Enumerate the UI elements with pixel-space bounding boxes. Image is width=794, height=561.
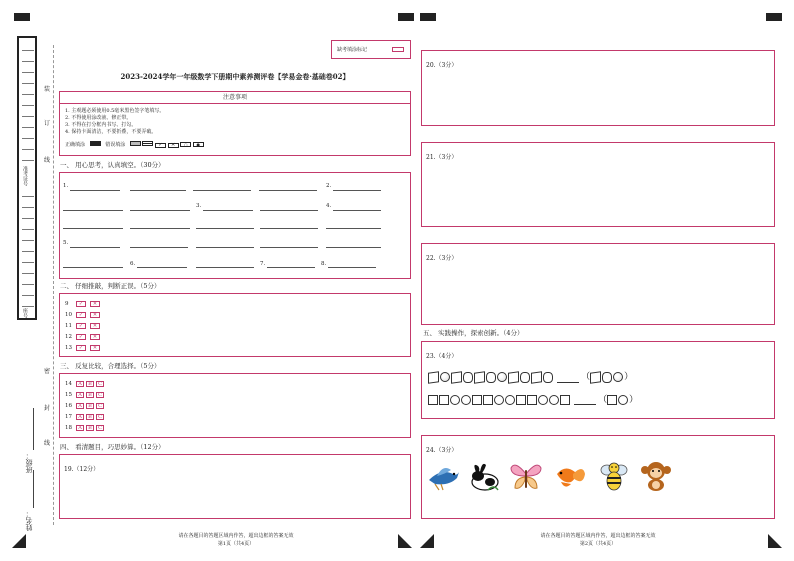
q20-answer-box[interactable] [421,50,775,126]
section-3-title: 三、 反复比较，合理选择。（5分） [60,362,161,370]
notice-item-4: 4. 保持卡面清洁，不要折叠，不要弄破。 [65,129,157,135]
fill-wrong-label: 错误填涂 [105,142,126,148]
square-icon [483,395,493,405]
class-label: 班级： [25,452,33,473]
q2-number: 2. [326,183,332,189]
cube-icon [474,371,485,384]
q7-blank-1[interactable] [267,267,315,268]
choice-17-c[interactable]: C [96,414,104,420]
q5-blank-3[interactable] [196,247,254,248]
binding-char-2: 订 [44,120,51,127]
q4-blank-5[interactable] [260,228,318,229]
corner-triangle-bottom-left [12,534,26,548]
square-icon [439,395,449,405]
choice-16-a[interactable]: A [76,403,84,409]
exam-number-label: 准考证号 [22,166,28,186]
name-label: 姓名： [25,510,33,531]
corner-mark-top-mid-left [398,13,414,21]
fill-wrong-sample-2 [142,141,153,146]
ball-icon [613,372,623,382]
choice-18-b[interactable]: B [86,425,94,431]
fill-wrong-sample-6: ● [193,142,204,147]
cylinder-icon [543,372,553,383]
fill-correct-sample [90,141,101,146]
choice-16-c[interactable]: C [96,403,104,409]
q4-blank-4[interactable] [196,228,254,229]
cube-icon [590,371,601,384]
square-icon [607,395,617,405]
fill-correct-label: 正确填涂 [65,142,86,148]
corner-mark-top-mid-right [420,13,436,21]
notice-item-1: 1. 主观题必须使用0.5毫米黑色签字笔填写。 [65,108,165,114]
q23-label: 23.（4分） [426,353,458,360]
q1-blank-2[interactable] [130,190,186,191]
page1-footer-page: 第1页（共4页） [217,541,255,547]
q22-label: 22.（3分） [426,255,458,262]
cube-icon [451,371,462,384]
cylinder-icon [520,372,530,383]
judge-10-false[interactable]: ✕ [90,312,100,318]
circle-icon [450,395,460,405]
judge-number-11: 11 [65,323,72,329]
square-icon [527,395,537,405]
choice-number-17: 17 [65,414,72,420]
section-4-title: 四、 看清题目，巧思妙算。（12分） [60,443,165,451]
q19-label: 19.（12分） [64,466,100,473]
section-2-answer-box [59,293,411,357]
choice-15-c[interactable]: C [96,392,104,398]
section-1-title: 一、 用心思考，认真填空。（30分） [60,161,165,169]
class-line [33,408,34,450]
fill-wrong-sample-5: ○ [180,142,191,147]
fill-wrong-sample-3: ✓ [155,143,166,148]
judge-9-false[interactable]: ✕ [90,301,100,307]
seal-char-3: 线 [44,440,51,447]
circle-icon [549,395,559,405]
notice-item-2: 2. 不得使用涂改液、修正带。 [65,115,132,121]
judge-13-true[interactable]: ✓ [76,345,86,351]
seal-char-1: 密 [44,368,51,375]
shape-pattern-row-1: （ ） [428,369,633,383]
q6-number: 6. [130,261,136,267]
q6-blank-1[interactable] [137,267,187,268]
pattern-1-blank[interactable] [557,382,579,383]
fill-wrong-sample-1 [130,141,141,146]
choice-17-b[interactable]: B [86,414,94,420]
absent-mark-label: 缺考填涂标记 [337,47,368,53]
q5-number: 5. [63,240,69,246]
q7-number: 7. [260,261,266,267]
exam-number-grid [17,36,37,320]
q1-number: 1. [63,183,69,189]
q21-label: 21.（3分） [426,154,458,161]
q22-answer-box[interactable] [421,243,775,325]
circle-icon [538,395,548,405]
binding-dashed-line [53,45,54,525]
judge-11-true[interactable]: ✓ [76,323,86,329]
name-line [33,470,34,508]
judge-12-true[interactable]: ✓ [76,334,86,340]
q3-number: 3. [196,203,202,209]
q4-number: 4. [326,203,332,209]
q21-answer-box[interactable] [421,142,775,227]
q2-blank-3[interactable] [130,210,190,211]
choice-18-a[interactable]: A [76,425,84,431]
cube-icon [428,371,439,384]
q2-blank-2[interactable] [63,210,123,211]
circle-icon [618,395,628,405]
judge-number-9: 9 [65,301,69,307]
square-icon [516,395,526,405]
section-5-title: 五、 实践操作，探索创新。（4分） [423,329,524,337]
notice-item-3: 3. 不得在打分框内书写、打勾。 [65,122,137,128]
seal-char-2: 封 [44,405,51,412]
judge-13-false[interactable]: ✕ [90,345,100,351]
q3-blank-1[interactable] [203,210,253,211]
judge-11-false[interactable]: ✕ [90,323,100,329]
judge-12-false[interactable]: ✕ [90,334,100,340]
q1-blank-3[interactable] [193,190,251,191]
seat-label: 座号 [22,308,28,318]
q24-label: 24.（3分） [426,447,458,454]
binding-char-1: 装 [44,86,51,93]
section-1-answer-box [59,172,411,279]
q1-blank-4[interactable] [259,190,317,191]
cylinder-icon [486,372,496,383]
circle-icon [505,395,515,405]
choice-number-16: 16 [65,403,72,409]
circle-icon [494,395,504,405]
ball-icon [497,372,507,382]
corner-mark-top-right [766,13,782,21]
shape-pattern-row-2: （ ） [428,392,638,405]
section-3-answer-box [59,373,411,438]
cylinder-icon [602,372,612,383]
q19-answer-box[interactable] [59,454,411,519]
q8-blank-1[interactable] [328,267,376,268]
choice-15-a[interactable]: A [76,392,84,398]
choice-14-a[interactable]: A [76,381,84,387]
square-icon [560,395,570,405]
q5-blank-5[interactable] [326,247,381,248]
monkey-icon [639,460,673,492]
q4-blank-6[interactable] [326,228,381,229]
pattern-2-blank[interactable] [574,404,596,405]
q6-blank-2[interactable] [196,267,254,268]
absent-mark-bubble[interactable] [392,47,404,52]
q5-blank-2[interactable] [130,247,188,248]
q3-blank-2[interactable] [260,210,318,211]
q4-blank-2[interactable] [63,228,123,229]
rabbit-icon [468,460,502,492]
choice-number-14: 14 [65,381,72,387]
square-icon [472,395,482,405]
square-icon [428,395,438,405]
q5-blank-1[interactable] [70,247,120,248]
choice-16-b[interactable]: B [86,403,94,409]
fill-wrong-sample-4: ✕ [168,143,179,148]
q1-blank-1[interactable] [70,190,120,191]
q8-number: 8. [321,261,327,267]
cube-icon [531,371,542,384]
notice-title: 注意事项 [60,92,410,104]
cylinder-icon [463,372,473,383]
judge-number-12: 12 [65,334,72,340]
binding-char-3: 线 [44,157,51,164]
absent-mark-box [331,40,411,59]
circle-icon [461,395,471,405]
q5-blank-6[interactable] [63,267,123,268]
butterfly-icon [509,460,543,492]
choice-14-c[interactable]: C [96,381,104,387]
judge-number-10: 10 [65,312,72,318]
judge-9-true[interactable]: ✓ [76,301,86,307]
q5-blank-4[interactable] [260,247,318,248]
bee-icon [597,460,631,492]
corner-mark-top-left [14,13,30,21]
page2-footer-note: 请在各题目的答题区域内作答，超出边框的答案无效 [540,533,656,539]
choice-number-18: 18 [65,425,72,431]
notice-box [59,91,411,156]
q4-blank-3[interactable] [130,228,190,229]
q20-label: 20.（3分） [426,62,458,69]
page1-footer-note: 请在各题目的答题区域内作答，超出边框的答案无效 [178,533,294,539]
q2-blank-1[interactable] [333,190,381,191]
goldfish-icon [553,460,587,492]
judge-10-true[interactable]: ✓ [76,312,86,318]
choice-15-b[interactable]: B [86,392,94,398]
ball-icon [440,372,450,382]
choice-14-b[interactable]: B [86,381,94,387]
choice-number-15: 15 [65,392,72,398]
choice-18-c[interactable]: C [96,425,104,431]
q4-blank-1[interactable] [333,210,381,211]
q23-answer-box [421,341,775,419]
choice-17-a[interactable]: A [76,414,84,420]
bird-icon [427,460,461,492]
page-title: 2023-2024学年一年级数学下册期中素养测评卷【学易金卷·基础卷02】 [120,72,350,81]
judge-number-13: 13 [65,345,72,351]
page2-footer-page: 第2页（共4页） [579,541,617,547]
cube-icon [508,371,519,384]
section-2-title: 二、 仔细推敲，判断正误。（5分） [60,282,161,290]
